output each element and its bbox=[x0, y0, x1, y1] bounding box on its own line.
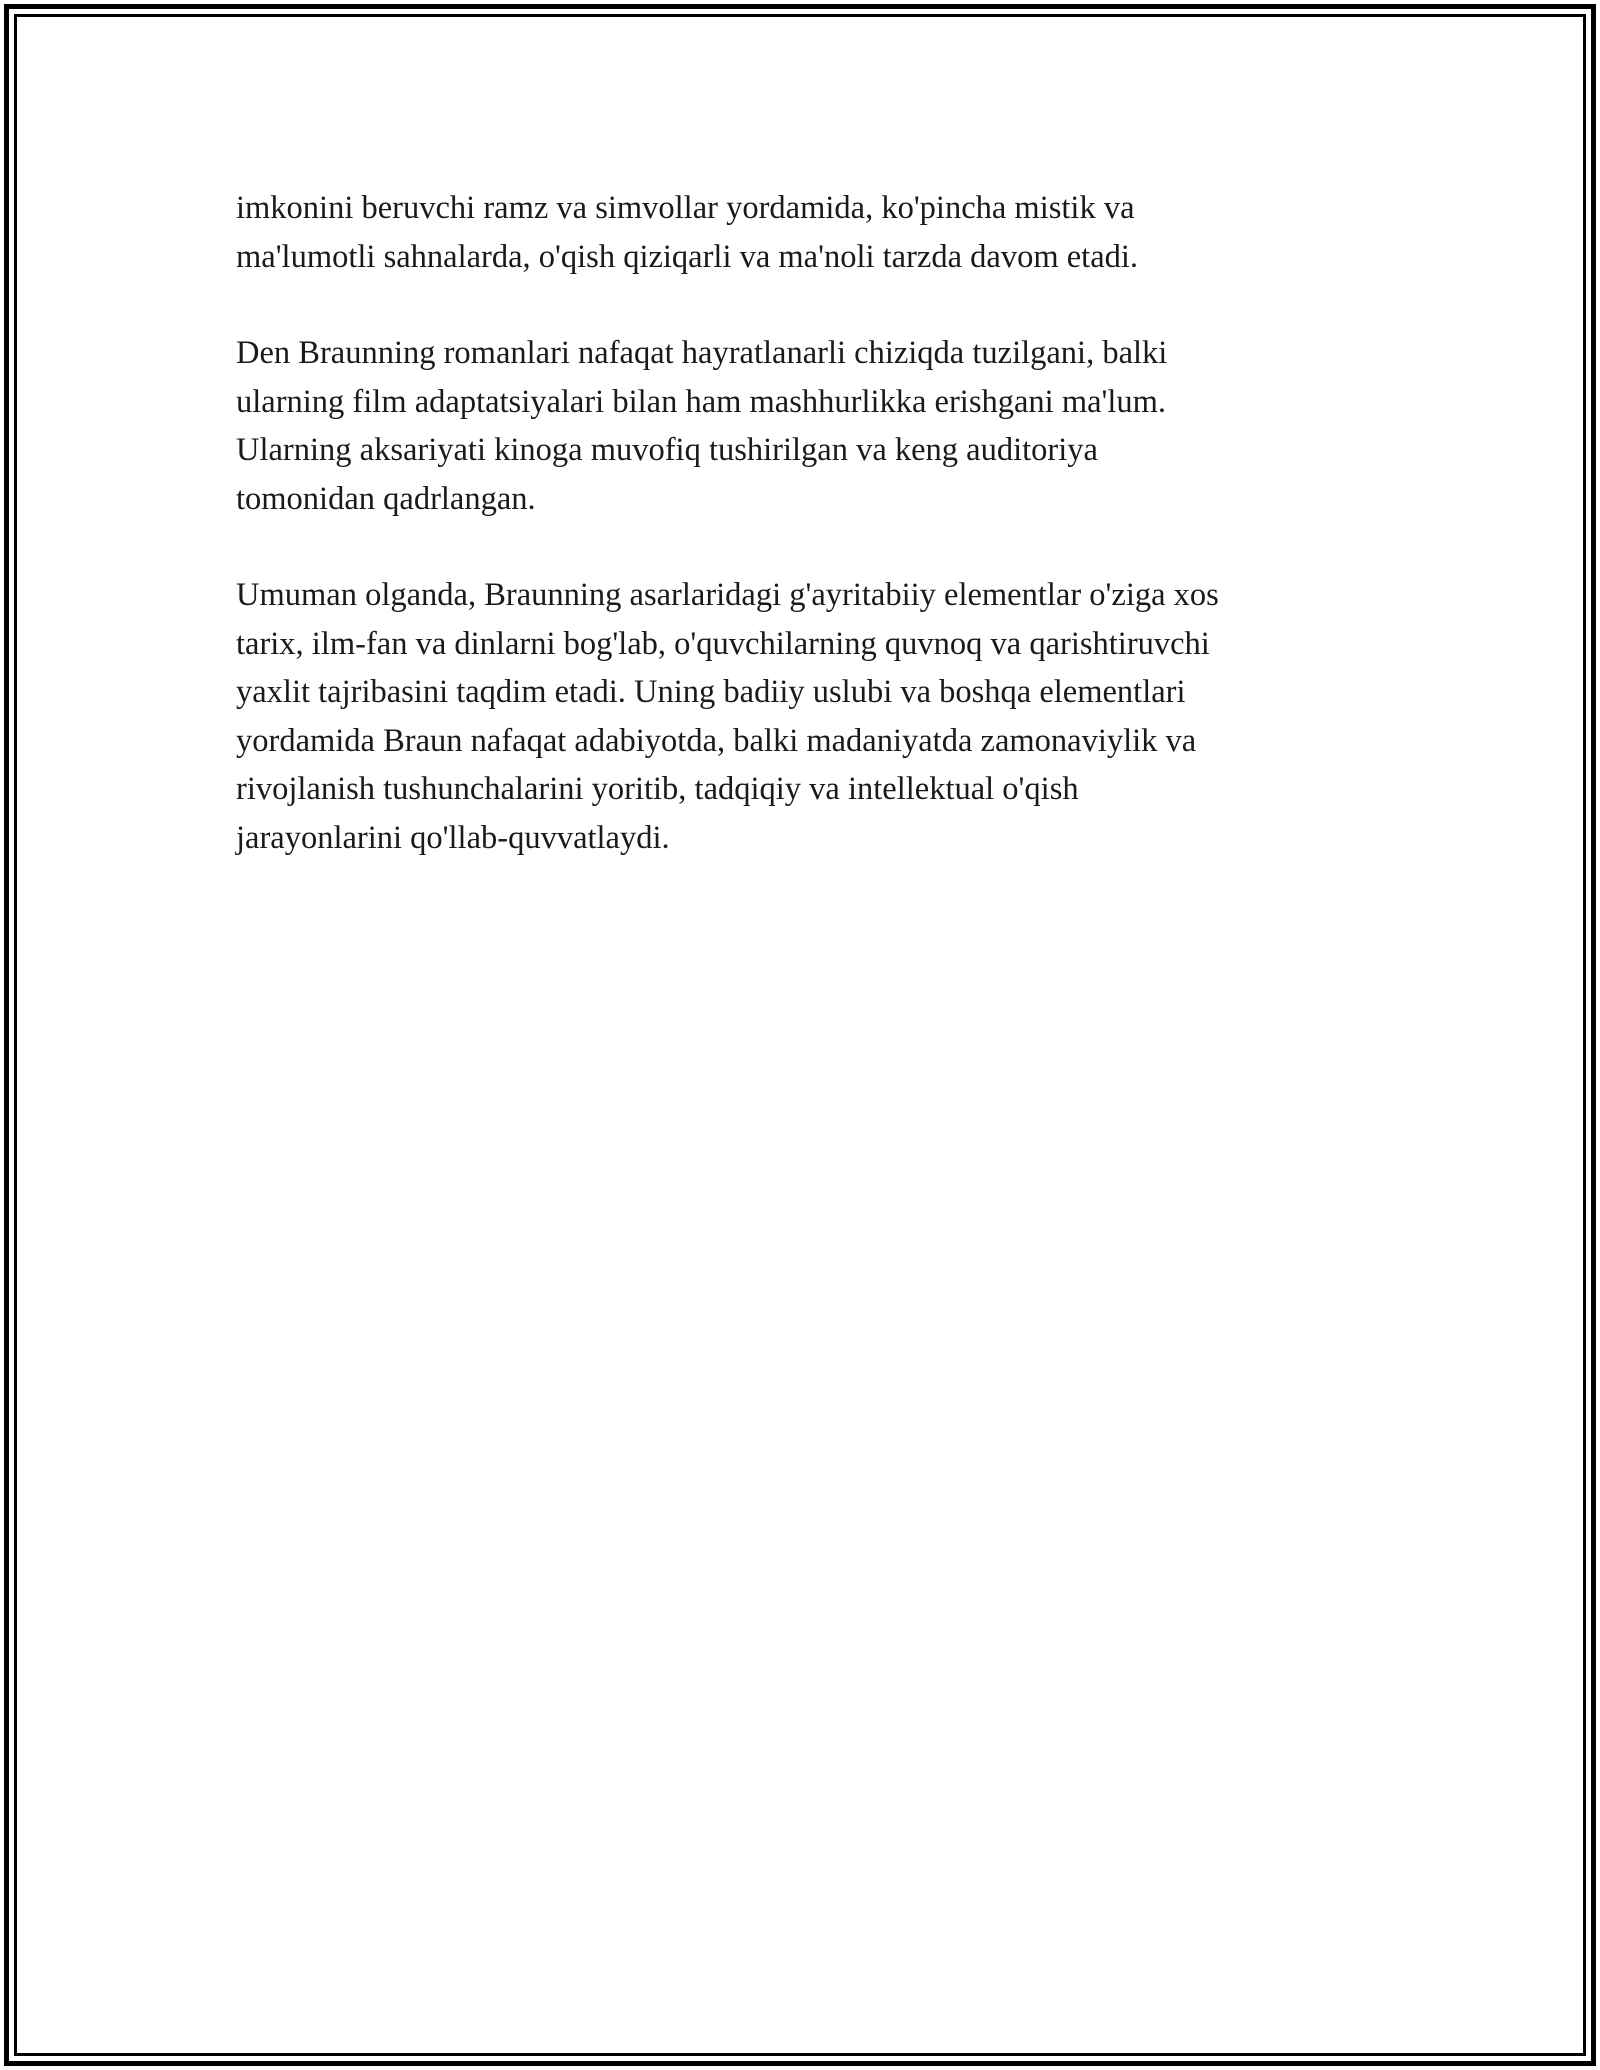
paragraph-line: yaxlit tajribasini taqdim etadi. Uning badiiy uslubi va boshqa elementlari bbox=[236, 674, 1186, 710]
paragraph-1 bbox=[236, 184, 1366, 281]
paragraph-line: rivojlanish tushunchalarini yoritib, tadqiqiy va intellektual o'qish bbox=[236, 771, 1079, 807]
paragraph-line: Den Braunning romanlari nafaqat hayratlanarli chiziqda tuzilgani, balki bbox=[236, 335, 1168, 371]
paragraph-line: imkonini beruvchi ramz va simvollar yordamida, ko'pincha mistik va bbox=[236, 190, 1135, 226]
paragraph-line: ularning film adaptatsiyalari bilan ham mashhurlikka erishgani ma'lum. bbox=[236, 383, 1167, 420]
document-body bbox=[236, 184, 1366, 862]
paragraph-line: Ularning aksariyati kinoga muvofiq tushirilgan va keng auditoriya bbox=[236, 432, 1098, 468]
paragraph-2 bbox=[236, 329, 1366, 523]
paragraph-3 bbox=[236, 571, 1366, 862]
paragraph-line: jarayonlarini qo'llab-quvvatlaydi. bbox=[236, 819, 670, 856]
paragraph-line: ma'lumotli sahnalarda, o'qish qiziqarli va ma'noli tarzda davom etadi. bbox=[236, 238, 1139, 275]
paragraph-line: tarix, ilm-fan va dinlarni bog'lab, o'quvchilarning quvnoq va qarishtiruvchi bbox=[236, 625, 1210, 662]
paragraph-line: Umuman olganda, Braunning asarlaridagi g'ayritabiiy elementlar o'ziga xos bbox=[236, 577, 1219, 613]
paragraph-line: yordamida Braun nafaqat adabiyotda, balki madaniyatda zamonaviylik va bbox=[236, 722, 1197, 759]
paragraph-line: tomonidan qadrlangan. bbox=[236, 480, 536, 517]
